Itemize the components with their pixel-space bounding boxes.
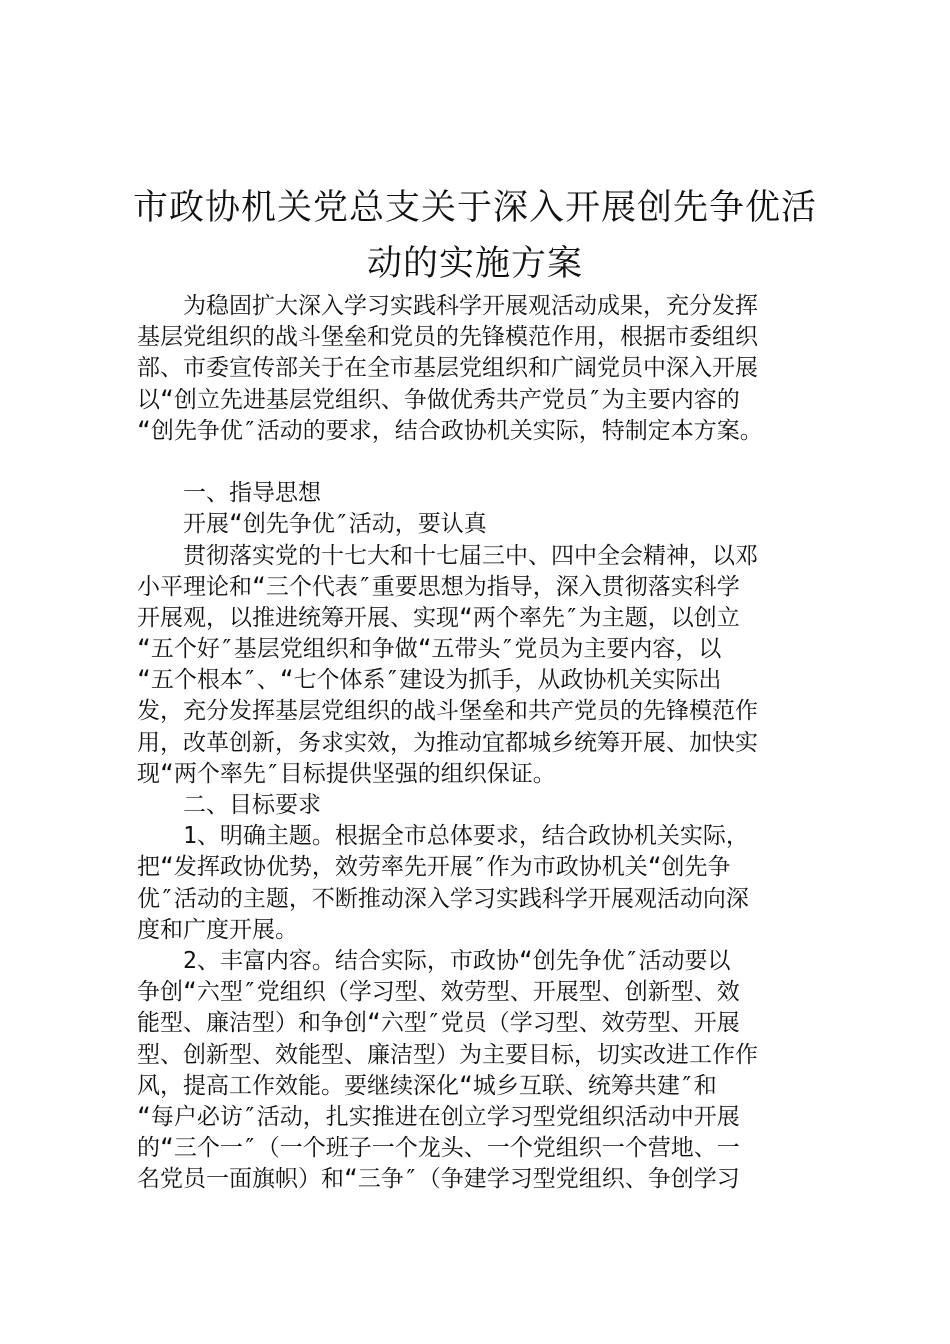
section-heading: 一、指导思想 [183, 480, 321, 507]
paragraph-line: 部、市委宣传部关于在全市基层党组织和广阔党员中深入开展 [137, 355, 758, 382]
paragraph-line: 争创“六型″党组织（学习型、效劳型、开展型、创新型、效 [137, 979, 740, 1006]
paragraph-line: 的“三个一″（一个班子一个龙头、一个党组织一个营地、一 [137, 1135, 740, 1162]
paragraph-line: 风，提高工作效能。要继续深化“城乡互联、统筹共建″和 [137, 1072, 717, 1099]
paragraph-line: 2、丰富内容。结合实际，市政协“创先争优″活动要以 [183, 947, 731, 974]
paragraph-line: 现“两个率先″目标提供坚强的组织保证。 [137, 760, 556, 787]
paragraph-line: 贯彻落实党的十七大和十七届三中、四中全会精神，以邓 [183, 542, 758, 569]
paragraph-line: 把“发挥政协优势，效劳率先开展″作为市政协机关“创先争 [137, 854, 731, 881]
paragraph-line: 名党员一面旗帜）和“三争″（争建学习型党组织、争创学习 [137, 1166, 740, 1193]
section-heading: 二、目标要求 [183, 792, 321, 818]
paragraph-line: “创先争优″活动的要求，结合政协机关实际，特制定本方案。 [137, 417, 763, 444]
paragraph-line: 用，改革创新，务求实效，为推动宜都城乡统筹开展、加快实 [137, 729, 758, 756]
paragraph-line: 能型、廉洁型）和争创“六型″党员（学习型、效劳型、开展 [137, 1010, 740, 1037]
paragraph-line: 发，充分发挥基层党组织的战斗堡垒和共产党员的先锋模范作 [137, 698, 758, 725]
document-title-line-1: 市政协机关党总支关于深入开展创先争优活 [132, 188, 817, 228]
paragraph-line: “五个根本″、“七个体系″建设为抓手，从政协机关实际出 [137, 667, 722, 694]
paragraph-line: 开展观，以推进统筹开展、实现“两个率先″为主题，以创立 [137, 604, 740, 631]
paragraph-line: 优″活动的主题，不断推动深入学习实践科学开展观活动向深 [137, 885, 749, 912]
paragraph-line: “五个好″基层党组织和争做“五带头″党员为主要内容，以 [137, 636, 722, 663]
document-body [137, 291, 827, 1195]
paragraph-line: 开展“创先争优″活动，要认真 [183, 511, 487, 538]
paragraph-line: 为稳固扩大深入学习实践科学开展观活动成果，充分发挥 [183, 293, 758, 319]
document-title-line-2: 动的实施方案 [366, 244, 583, 284]
paragraph-line: 基层党组织的战斗堡垒和党员的先锋模范作用，根据市委组织 [137, 324, 758, 351]
paragraph-line: “每户必访″活动，扎实推进在创立学习型党组织活动中开展 [137, 1103, 740, 1130]
paragraph-line: 度和广度开展。 [137, 916, 298, 943]
blank-line [137, 447, 827, 478]
paragraph-line: 1、明确主题。根据全市总体要求，结合政协机关实际， [183, 823, 749, 850]
paragraph-line: 小平理论和“三个代表″重要思想为指导，深入贯彻落实科学 [137, 573, 740, 600]
paragraph-line: 型、创新型、效能型、廉洁型）为主要目标，切实改进工作作 [137, 1041, 758, 1068]
paragraph-line: 以“创立先进基层党组织、争做优秀共产党员″为主要内容的 [137, 386, 740, 413]
